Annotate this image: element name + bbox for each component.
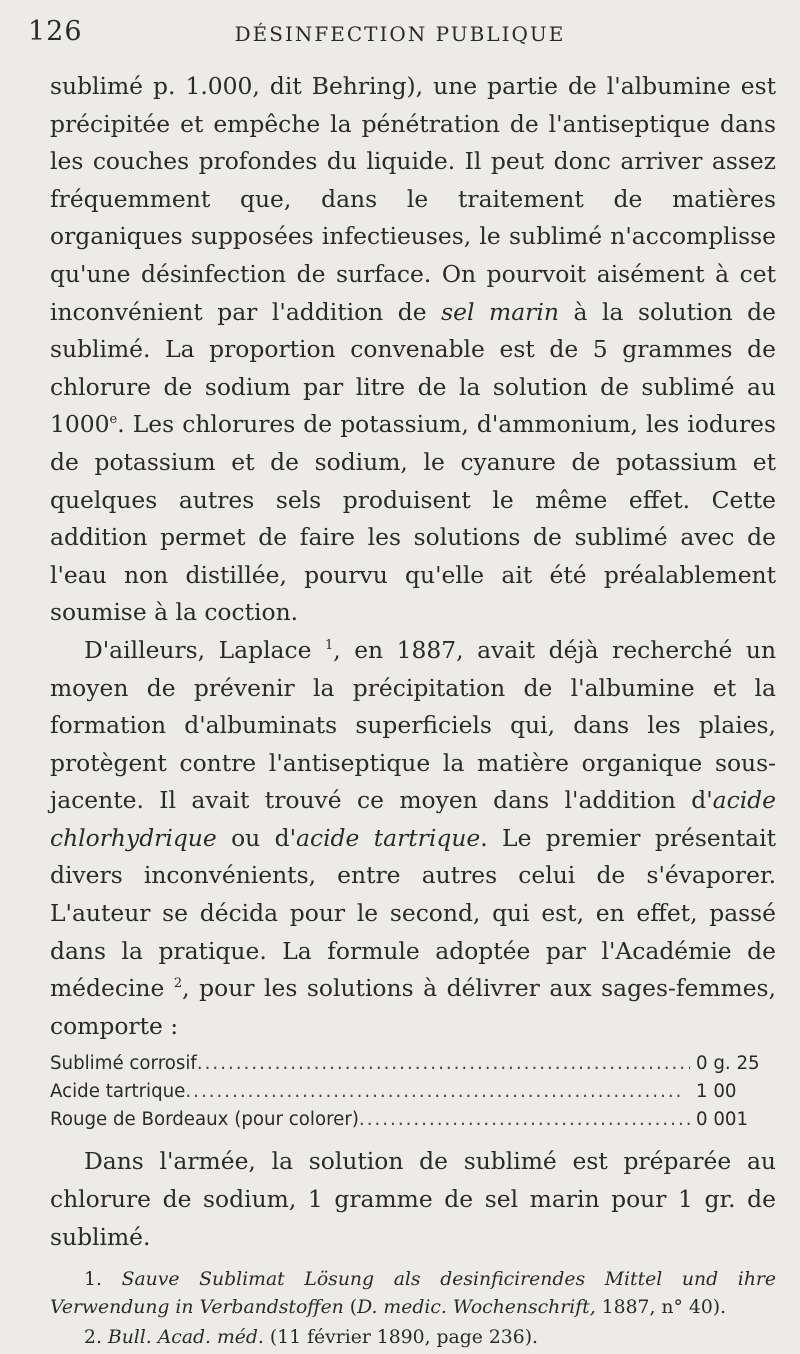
paragraph-3: Dans l'armée, la solution de sublimé est préparée au chlorure de sodium, 1 gramme de sel marin pour 1 gr. de sublimé. <box>50 1147 776 1251</box>
footnote-ref-1: 1 <box>324 638 334 654</box>
formula-ingredient: Sublimé corrosif <box>50 1053 197 1075</box>
leader-dots <box>197 1053 690 1074</box>
leader-dots <box>185 1081 690 1102</box>
footnote-1: 1. Sauve Sublimat Lösung als desinficirendes Mittel und ihre Verwendung in Verbandstoffen (D. medic. Wochenschrift, 1887, n° 40). <box>50 1269 777 1319</box>
formula-ingredient: Acide tartrique <box>50 1081 186 1103</box>
superscript-e: e <box>109 412 118 428</box>
footnote-ref-2: 2 <box>173 976 183 992</box>
formula-row <box>50 1081 776 1109</box>
page-body <box>50 68 776 1354</box>
page-number: 126 <box>28 16 83 47</box>
leader-dots <box>359 1109 690 1130</box>
formula-quantity: 0 001 <box>696 1109 749 1131</box>
formula-row <box>50 1109 776 1137</box>
formula-row <box>50 1053 776 1081</box>
footnote-2: 2. Bull. Acad. méd. (11 février 1890, page 236). <box>84 1327 539 1349</box>
formula-quantity: 1 00 <box>696 1081 737 1103</box>
footnotes <box>50 1266 776 1352</box>
emphasis-acide-tartrique: acide tartrique <box>296 823 481 852</box>
formula-table <box>50 1053 776 1137</box>
formula-ingredient: Rouge de Bordeaux (pour colorer) <box>50 1109 359 1131</box>
running-title: DÉSINFECTION PUBLIQUE <box>234 22 566 46</box>
paragraph-1: sublimé p. 1.000, dit Behring), une partie de l'albumine est précipitée et empêche la pénétration de l'antiseptique dans les couches profondes du liquide. Il peut donc arriver assez fréquemment que, dans le traitement de matières organiques supposées infectieuses, le sublimé n'accomplisse qu'une désinfection de surface. On pourvoit aisément à cet inconvénient par l'addition de sel marin à la solution de sublimé. La proportion convenable est de 5 grammes de chlorure de sodium par litre de la solution de sublimé au 1000e. Les chlorures de potassium, d'ammonium, les iodures de potassium et de sodium, le cyanure de potassium et quelques autres sels produisent le même effet. Cette addition permet de faire les solutions de sublimé avec de l'eau non distillée, pourvu qu'elle ait été préalablement soumise à la coction. <box>50 72 777 627</box>
formula-quantity: 0 g. 25 <box>696 1053 760 1075</box>
emphasis-sel-marin: sel marin <box>441 297 559 326</box>
emphasis-acide-chlorhydrique: acide chlorhydrique <box>50 786 776 852</box>
paragraph-2: D'ailleurs, Laplace $^1$, en 1887, avait déjà recherché un moyen de prévenir la précipitation de l'albumine et la formation d'albuminats superficiels qui, dans les plaies, protègent contre l'antiseptique la matière organique sous-jacente. Il avait trouvé ce moyen dans l'addition d'acide chlorhydrique ou d'acide tartrique. Le premier présentait divers inconvénients, entre autres celui de s'évaporer. L'auteur se décida pour le second, qui est, en effet, passé dans la pratique. La formule adoptée par l'Académie de médecine $^2$, pour les solutions à délivrer aux sages-femmes, comporte : <box>50 635 777 1040</box>
